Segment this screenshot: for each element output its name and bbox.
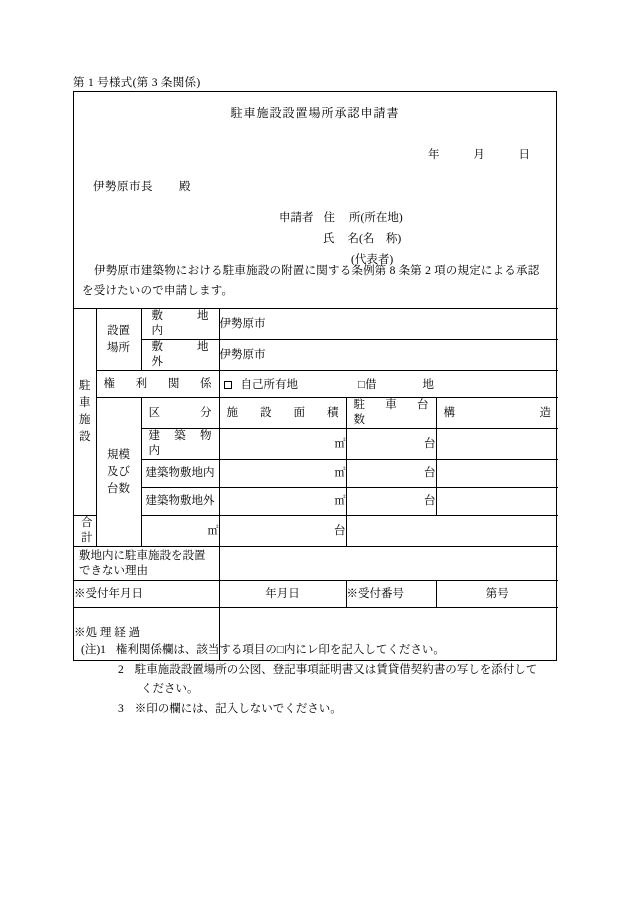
scale-structure-inside-building[interactable] (436, 429, 558, 460)
scale-capacity-total[interactable]: 台 (219, 516, 346, 547)
location-category-inside: 敷 地 内 (141, 309, 219, 340)
scale-area-building-site-inside[interactable]: ㎡ (219, 460, 346, 488)
reason-value[interactable] (219, 547, 558, 581)
note-item-3: 3 ※印の欄には、記入しないでください。 (118, 702, 342, 715)
scale-structure-building-site-inside[interactable] (436, 460, 558, 488)
table-row-rights (74, 371, 558, 398)
scale-area-inside-building[interactable]: ㎡ (219, 429, 346, 460)
receipt-date-label: ※受付年月日 (74, 581, 219, 608)
note-item-2: 2 駐車施設設置場所の公図、登記事項証明書又は賃貸借契約書の写しを添付して (118, 663, 538, 676)
scale-capacity-inside-building[interactable]: 台 (346, 429, 436, 460)
application-form-box (73, 91, 557, 661)
receipt-date-value[interactable]: 年月日 (219, 581, 346, 608)
row-label-scale-capacity: 規模 及び 台数 (96, 398, 141, 547)
scale-structure-total[interactable] (346, 516, 436, 547)
note-item-2-continued: ください。 (141, 683, 199, 695)
location-category-outside: 敷 地 外 (141, 340, 219, 371)
rights-label: 権 利 関 係 (96, 371, 219, 398)
applicant-label: 申請者 (279, 212, 314, 224)
page-title: 駐車施設設置場所承認申請書 (230, 106, 400, 120)
applicant-name-label: 氏 (323, 233, 335, 245)
applicant-name-row (279, 229, 403, 250)
receipt-number-label: ※受付番号 (346, 581, 436, 608)
column-header-structure: 構 造 (436, 398, 558, 429)
process-label: ※処 理 経 過 (74, 608, 219, 660)
table-row-site-outside (74, 340, 558, 371)
scale-capacity-building-site-outside[interactable]: 台 (346, 488, 436, 516)
applicant-name-value: 名(名 称) (347, 233, 402, 245)
addressee (93, 178, 191, 194)
form-notes (73, 641, 573, 719)
scale-area-building-site-outside[interactable]: ㎡ (219, 488, 346, 516)
applicant-address-row (279, 208, 403, 229)
table-row-total (74, 516, 558, 547)
receipt-number-value[interactable]: 第号 (436, 581, 558, 608)
location-value-inside[interactable]: 伊勢原市 (219, 309, 558, 340)
table-row-reason (74, 547, 558, 581)
note-item-1: (注)1 権利関係欄は、該当する項目の□内にレ印を記入してください。 (81, 644, 445, 656)
table-row-scale-header (74, 398, 558, 429)
date-month-label: 月 (473, 149, 485, 161)
table-row-site-inside (74, 309, 558, 340)
date-year-label: 年 (428, 149, 440, 161)
reason-label: 敷地内に駐車施設を設置 できない理由 (74, 547, 219, 581)
scale-structure-building-site-outside[interactable] (436, 488, 558, 516)
date-day-label: 日 (518, 149, 530, 161)
scale-category-building-site-outside: 建築物敷地外 (141, 488, 219, 516)
rights-option-leased[interactable]: □借 地 (358, 379, 434, 391)
column-header-category: 区 分 (141, 398, 219, 429)
form-number: 第 1 号様式(第 3 条関係) (73, 77, 201, 89)
scale-category-inside-building: 建 築 物 内 (141, 429, 219, 460)
application-body-text: 伊勢原市建築物における駐車施設の附置に関する条例第 8 条第 2 項の規定による承認を受けたいので申請します。 (82, 265, 540, 297)
row-label-location: 設置 場所 (96, 309, 141, 371)
addressee-office: 伊勢原市長 (93, 181, 153, 193)
scale-category-total: 合 計 (74, 516, 96, 547)
form-header-area (74, 104, 556, 308)
addressee-honorific: 殿 (179, 181, 191, 193)
column-header-area: 施 設 面 積 (219, 398, 346, 429)
location-value-outside[interactable]: 伊勢原市 (219, 340, 558, 371)
scale-category-building-site-inside: 建築物敷地内 (141, 460, 219, 488)
table-row-receipt (74, 581, 558, 608)
applicant-representative-row: (代表者) (351, 254, 394, 266)
rights-option-owned[interactable]: 自己所有地 (224, 376, 299, 392)
scale-area-total[interactable]: ㎡ (141, 516, 219, 547)
checkbox-owned-land-icon[interactable] (224, 381, 232, 389)
application-date-line (428, 146, 530, 162)
applicant-address-label: 住 (323, 212, 335, 224)
rights-options (219, 371, 558, 398)
application-table (74, 308, 558, 660)
column-header-capacity: 駐 車 台 数 (346, 398, 436, 429)
row-label-parking-facility: 駐 車 施 設 (74, 309, 96, 516)
table-row-inside-building (74, 429, 558, 460)
scale-capacity-building-site-inside[interactable]: 台 (346, 460, 436, 488)
applicant-address-value: 所(所在地) (349, 212, 403, 224)
table-row-building-site-outside (74, 488, 558, 516)
table-row-building-site-inside (74, 460, 558, 488)
